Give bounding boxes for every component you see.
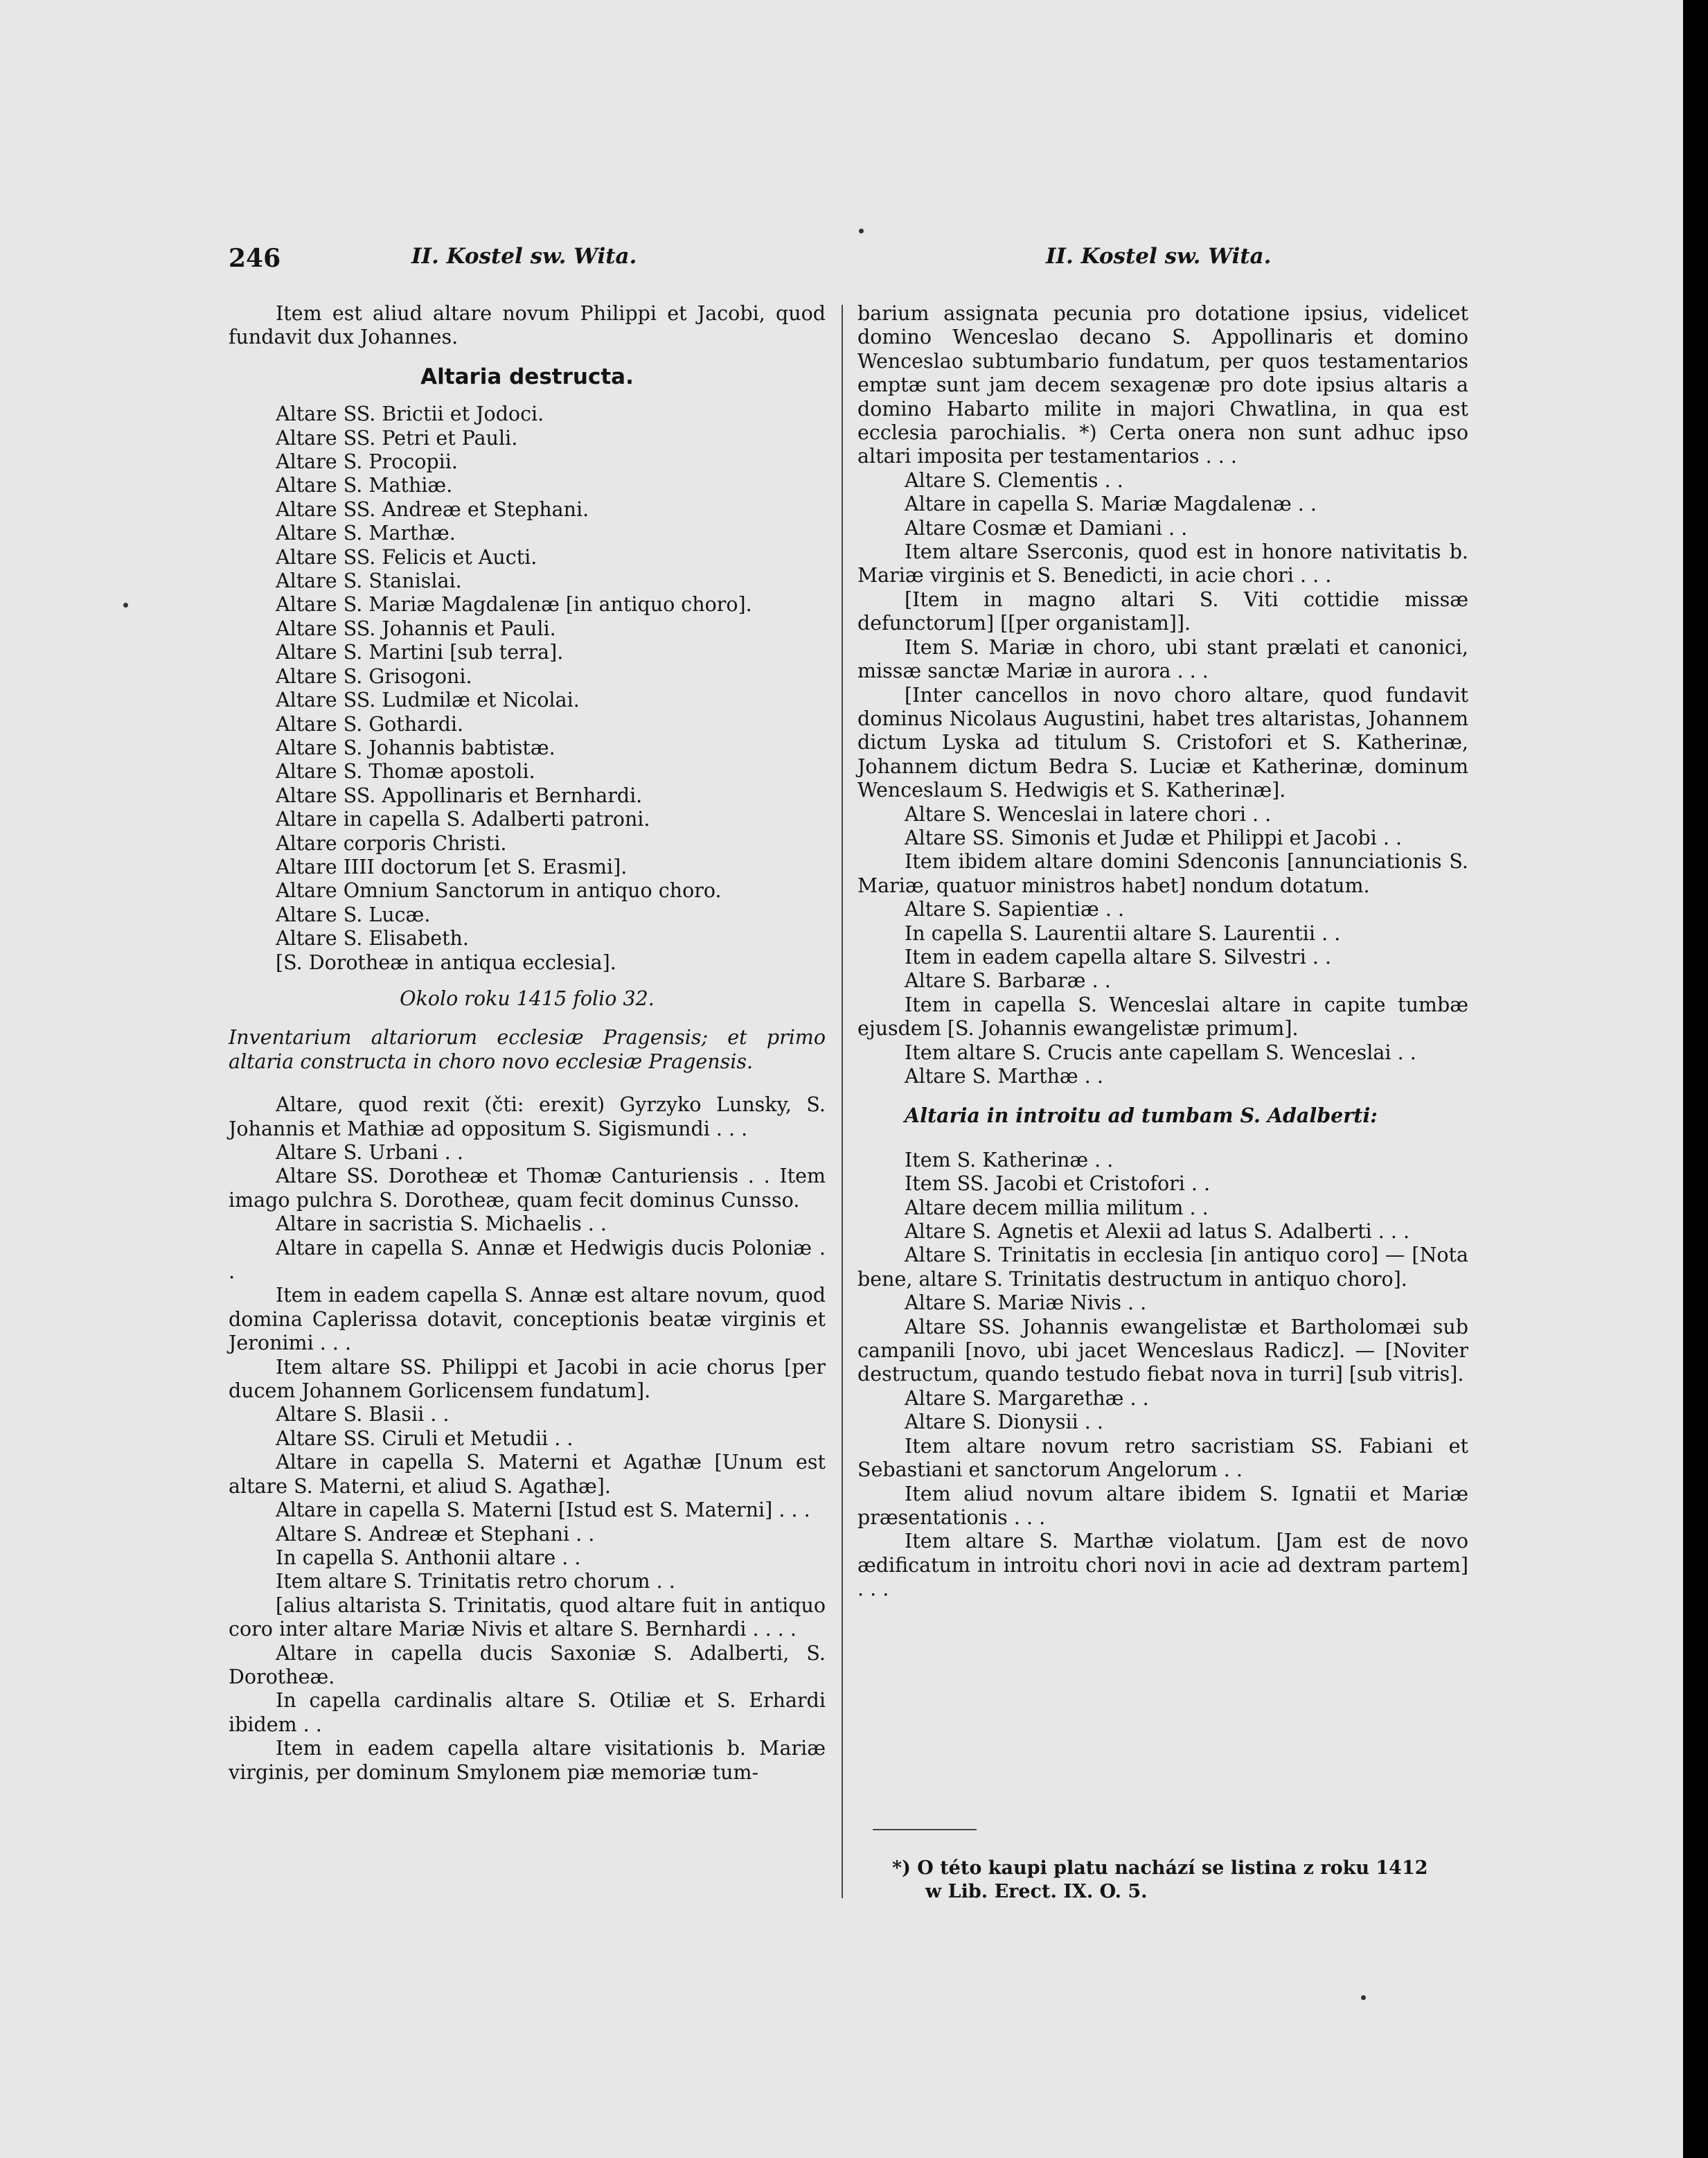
- list-item: Item S. Mariæ in choro, ubi stant prælati et canonici, missæ sanctæ Mariæ in aurora . . .: [857, 635, 1468, 683]
- list-item: Altare S. Marthæ . .: [905, 1065, 1103, 1088]
- adalberti-heading: Altaria in introitu ad tumbam S. Adalberti:: [905, 1104, 1378, 1128]
- list-item: Altare SS. Brictii et Jodoci.: [276, 403, 544, 426]
- list-item: Item altare novum retro sacristiam SS. Fabiani et Sebastiani et sanctorum Angelorum . .: [857, 1434, 1468, 1482]
- list-item: Altare S. Johannis babtistæ.: [276, 736, 555, 759]
- footnote-line-2: w Lib. Erect. IX. O. 5.: [925, 1881, 1148, 1902]
- page-number: 246: [229, 244, 281, 273]
- list-item: Altare Cosmæ et Damiani . .: [905, 516, 1188, 540]
- list-item: Altare S. Urbani . .: [276, 1141, 463, 1164]
- list-item: Altare S. Clementis . .: [905, 468, 1123, 492]
- adalberti-entries-list: [857, 1149, 1468, 1602]
- list-item: Altare S. Grisogoni.: [276, 664, 472, 688]
- list-item: Item in eadem capella altare visitationis b. Mariæ virginis, per dominum Smylonem piæ memoriæ tum-: [229, 1737, 826, 1784]
- list-item: Altare S. Thomæ apostoli.: [276, 760, 535, 784]
- list-item: Altare S. Gothardi.: [276, 712, 464, 736]
- list-item: [Inter cancellos in novo choro altare, quod fundavit dominus Nicolaus Augustini, habet tres altaristas, Johannem dictum Lyska ad titulum S. Cristofori et S. Katherinæ, Johannem dictum Bedra S. Luciæ et Katherinæ, dominum Wenceslaum S. Hedwigis et S. Katherinæ].: [857, 683, 1468, 802]
- speck: [123, 603, 128, 608]
- list-item: Altare SS. Ciruli et Metudii . .: [276, 1426, 573, 1450]
- list-item: Altare SS. Simonis et Judæ et Philippi et Jacobi . .: [905, 826, 1402, 849]
- list-item: Item SS. Jacobi et Cristofori . .: [905, 1172, 1211, 1196]
- intro-paragraph: Item est aliud altare novum Philippi et Jacobi, quod fundavit dux Johannes.: [229, 302, 826, 349]
- list-item: Altare S. Barbaræ . .: [905, 969, 1111, 993]
- list-item: Item altare S. Trinitatis retro chorum . .: [276, 1570, 675, 1593]
- list-item: In capella S. Laurentii altare S. Laurentii . .: [905, 921, 1341, 945]
- list-item: Item in eadem capella altare S. Silvestri . .: [905, 945, 1332, 969]
- column-divider: [842, 305, 843, 1898]
- list-item: Item aliud novum altare ibidem S. Ignatii et Mariæ præsentationis . . .: [857, 1482, 1468, 1529]
- list-item: Altare S. Mariæ Magdalenæ [in antiquo choro].: [276, 593, 752, 617]
- list-item: Altare SS. Dorotheæ et Thomæ Canturiensis . . Item imago pulchra S. Dorotheæ, quam fecit dominus Cunsso.: [229, 1165, 826, 1212]
- list-item: Altare S. Elisabeth.: [276, 927, 469, 950]
- speck: [859, 229, 864, 233]
- list-item: Altare S. Mathiæ.: [276, 474, 453, 497]
- list-item: Altare S. Marthæ.: [276, 522, 456, 545]
- okolo-heading: Okolo roku 1415 folio 32.: [400, 987, 655, 1010]
- list-item: Altare S. Andreæ et Stephani . .: [276, 1522, 595, 1546]
- list-item: Altare S. Mariæ Nivis . .: [905, 1291, 1147, 1315]
- list-item: Altare corporis Christi.: [276, 831, 507, 855]
- list-item: Item in capella S. Wenceslai altare in capite tumbæ ejusdem [S. Johannis ewangelistæ primum].: [857, 993, 1468, 1041]
- list-item: Altare IIII doctorum [et S. Erasmi].: [276, 855, 628, 878]
- list-item: Altare in capella S. Mariæ Magdalenæ . .: [905, 493, 1317, 516]
- right-column: [857, 302, 1468, 1602]
- footnote-line-1: *) O této kaupi platu nachází se listina z roku 1412: [892, 1857, 1428, 1879]
- list-item: Altare S. Procopii.: [276, 450, 458, 474]
- list-item: Altare in capella S. Adalberti patroni.: [276, 808, 650, 831]
- list-item: Altare in capella S. Materni et Agathæ [Unum est altare S. Materni, et aliud S. Agathæ].: [229, 1451, 826, 1498]
- left-column: [229, 302, 826, 1785]
- list-item: Altare S. Lucæ.: [276, 903, 431, 926]
- list-item: In capella cardinalis altare S. Otiliæ et S. Erhardi ibidem . .: [229, 1689, 826, 1736]
- list-item: [alius altarista S. Trinitatis, quod altare fuit in antiquo coro inter altare Mariæ Nivis et altare S. Bernhardi . . . .: [229, 1593, 826, 1641]
- list-item: Altare SS. Johannis ewangelistæ et Bartholomæi sub campanili [novo, ubi jacet Wenceslaus Radicz]. — [Noviter destructum, quando testudo fiebat nova in turri] [sub vitris].: [857, 1315, 1468, 1386]
- list-item: Altare S. Stanislai.: [276, 569, 462, 593]
- footnote-rule: [873, 1829, 977, 1830]
- list-item: Altare S. Blasii . .: [276, 1403, 450, 1426]
- section-title-destructa: Altaria destructa.: [420, 364, 634, 389]
- destructa-list: [229, 403, 826, 975]
- list-item: Item altare Sserconis, quod est in honore nativitatis b. Mariæ virginis et S. Benedicti, in acie chori . . .: [857, 540, 1468, 587]
- list-item: Altare S. Agnetis et Alexii ad latus S. Adalberti . . .: [905, 1220, 1410, 1244]
- left-entries-list: [229, 1093, 826, 1785]
- list-item: Altare SS. Appollinaris et Bernhardi.: [276, 784, 643, 807]
- list-item: Altare S. Trinitatis in ecclesia [in antiquo coro] — [Nota bene, altare S. Trinitatis destructum in antiquo choro].: [857, 1244, 1468, 1291]
- list-item: Altare in sacristia S. Michaelis . .: [276, 1212, 607, 1236]
- running-header: [229, 244, 1427, 276]
- list-item: Altare S. Martini [sub terra].: [276, 641, 564, 664]
- list-item: Altare S. Sapientiæ . .: [905, 898, 1125, 921]
- right-entries-list: [857, 302, 1468, 1088]
- scan-border: [1683, 0, 1708, 2158]
- inventarium-heading: Inventarium altariorum ecclesiæ Pragensis; et primo altaria constructa in choro novo ecclesiæ Pragensis.: [229, 1026, 826, 1073]
- list-item: [Item in magno altari S. Viti cottidie missæ defunctorum] [[per organistam]].: [857, 587, 1468, 635]
- header-right-title: II. Kostel sw. Wita.: [1046, 244, 1272, 269]
- speck: [1361, 1995, 1366, 2000]
- list-item: Altare S. Dionysii . .: [905, 1410, 1103, 1434]
- list-item: [S. Dorotheæ in antiqua ecclesia].: [276, 950, 616, 974]
- list-item: Altare SS. Andreæ et Stephani.: [276, 497, 589, 521]
- list-item: Altare SS. Johannis et Pauli.: [276, 617, 556, 640]
- list-item: Item ibidem altare domini Sdenconis [annunciationis S. Mariæ, quatuor ministros habet] nondum dotatum.: [857, 850, 1468, 897]
- list-item: Item altare S. Marthæ violatum. [Jam est de novo ædificatum in introitu chori novi in acie ad dextram partem] . . .: [857, 1530, 1468, 1601]
- footnote: [892, 1857, 1474, 1904]
- header-left-title: II. Kostel sw. Wita.: [411, 244, 637, 269]
- list-item: Item S. Katherinæ . .: [905, 1148, 1114, 1171]
- list-item: Altare SS. Felicis et Aucti.: [276, 545, 537, 569]
- list-item: Altare in capella S. Annæ et Hedwigis ducis Poloniæ . .: [229, 1236, 826, 1284]
- list-item: Altare in capella S. Materni [Istud est S. Materni] . . .: [276, 1498, 810, 1522]
- list-item: Altare decem millia militum . .: [905, 1196, 1209, 1219]
- list-item: In capella S. Anthonii altare . .: [276, 1546, 581, 1569]
- list-item: Item altare S. Crucis ante capellam S. Wenceslai . .: [905, 1041, 1416, 1064]
- list-item: Altare, quod rexit (čti: erexit) Gyrzyko Lunsky, S. Johannis et Mathiæ ad oppositum S. Sigismundi . . .: [229, 1093, 826, 1140]
- list-item: Item altare SS. Philippi et Jacobi in acie chorus [per ducem Johannem Gorlicensem fundatum].: [229, 1355, 826, 1403]
- list-item: Altare SS. Ludmilæ et Nicolai.: [276, 689, 580, 712]
- list-item: Altare Omnium Sanctorum in antiquo choro.: [276, 879, 722, 903]
- list-item: Altare S. Wenceslai in latere chori . .: [905, 802, 1272, 826]
- list-item: Altare S. Margarethæ . .: [905, 1386, 1149, 1410]
- list-item: Altare SS. Petri et Pauli.: [276, 426, 518, 450]
- list-item: Item in eadem capella S. Annæ est altare novum, quod domina Caplerissa dotavit, conceptionis beatæ virginis et Jeronimi . . .: [229, 1284, 826, 1355]
- list-item: Altare in capella ducis Saxoniæ S. Adalberti, S. Dorotheæ.: [229, 1641, 826, 1688]
- list-item: barium assignata pecunia pro dotatione ipsius, videlicet domino Wenceslao decano S. Appollinaris et domino Wenceslao subtumbario fundatum, per quos testamentarios emptæ sunt jam decem sexagenæ pro dote ipsius altaris a domino Habarto milite in majori Chwatlina, in qua est ecclesia parochialis. *) Certa onera non sunt adhuc ipso altari imposita per testamentarios . . .: [857, 302, 1468, 468]
